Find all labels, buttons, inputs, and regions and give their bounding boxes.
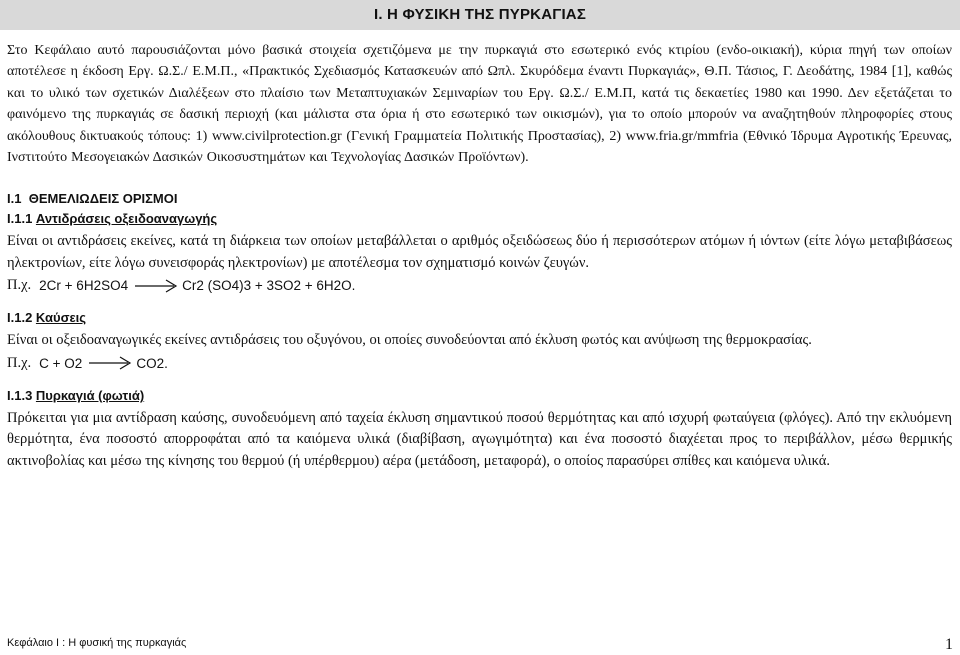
subsection-number: I.1.2 — [7, 310, 33, 326]
example-equation-combustion — [7, 355, 952, 372]
intro-paragraph: Στο Κεφάλαιο αυτό παρουσιάζονται μόνο βασικά στοιχεία σχετιζόμενα με την πυρκαγιά στο εσωτερικό ενός κτιρίου (ενδο-οικιακή), κύρια πηγή των οποίων αποτέλεσε η έκδοση Εργ. Ω.Σ./ Ε.Μ.Π., «Πρακτικός Σχεδιασμός Κατασκευών από Ωπλ. Σκυρόδεμα έναντι Πυρκαγιάς», Θ.Π. Τάσιος, Γ. Δεοδάτης, 1984 [1], καθώς και το υλικό των σχετικών Διαλέξεων στο πλαίσιο των Μεταπτυχιακών Σεμιναρίων του Εργ. Ω.Σ./ Ε.Μ.Π, κατά τις δεκαετίες 1980 και 1990. Δεν εξετάζεται το φαινόμενο της πυρκαγιάς σε δασική περιοχή (και μάλιστα στα όρια ή στο εσωτερικό των οικισμών), για το οποίο μπορούν να αναζητηθούν πληροφορίες στους ακόλουθους δικτυακούς τόπους: 1) www.civilprotection.gr (Γενική Γραμματεία Πολιτικής Προστασίας), 2) www.fria.gr/mmfria (Εθνικό Ίδρυμα Αγροτικής Έρευνας, Ινστιτούτο Μεσογειακών Δασικών Οικοσυστημάτων και Τεχνολογίας Δασικών Προϊόντων). — [7, 43, 952, 166]
page-footer: Κεφάλαιο I : Η φυσική της πυρκαγιάς — [7, 637, 187, 649]
subsection-title: Πυρκαγιά (φωτιά) — [35, 387, 145, 403]
reaction-arrow-icon — [88, 355, 132, 371]
equation-rhs: Cr2 (SO4)3 + 3SO2 + 6H2O. — [182, 278, 356, 294]
subsection-number: I.1.1 — [7, 211, 33, 227]
chapter-title: I. Η ΦΥΣΙΚΗ ΤΗΣ ΠΥΡΚΑΓΙΑΣ — [373, 6, 587, 23]
subsection-heading-fire — [7, 388, 952, 403]
page-number: 1 — [945, 636, 953, 653]
subsection-text-fire: Πρόκειται για μια αντίδραση καύσης, συνοδευόμενη από ταχεία έκλυση σημαντικού ποσού θερμότητας και από ισχυρή φωταύγεια (φλόγες). Από την εκλυόμενη θερμότητα, ένα ποσοστό απορροφάται από τα καιόμενα υλικά (διαβίβαση, αγωγιμότητα) και ένα ποσοστό διαχέεται προς το περιβάλλον, μέσω θερμικής ακτινοβολίας και μέσω της κίνησης του θερμού (ή υπέρθερμου) αέρα (μετάδοση, μεταφορά), ο οποίος παρασύρει σπίθες και καιόμενα υλικά. — [7, 409, 952, 469]
subsection-title: Αντιδράσεις οξειδοαναγωγής — [35, 211, 218, 227]
subsection-heading-combustion — [7, 310, 952, 325]
equation-lhs: C + O2 — [39, 355, 83, 371]
example-equation-redox — [7, 277, 952, 294]
subsection-text-combustion: Είναι οι οξειδοαναγωγικές εκείνες αντιδράσεις του οξυγόνου, οι οποίες συνοδεύονται από έκλυση φωτός και ανύψωση της θερμοκρασίας. — [7, 332, 812, 349]
example-prefix: Π.χ. — [7, 354, 32, 371]
section-heading — [7, 191, 952, 206]
subsection-text-redox: Είναι οι αντιδράσεις εκείνες, κατά τη διάρκεια των οποίων μεταβάλλεται ο αριθμός οξειδώσεως δύο ή περισσότερων ατόμων ή ιόντων (είτε λόγω μεταβιβάσεως ηλεκτρονίων, είτε λόγω συνεισφοράς ηλεκτρονίων) με αποτέλεσμα τον σχηματισμό κοινών ζευγών. — [7, 233, 952, 271]
subsection-number: I.1.3 — [7, 387, 33, 403]
section-number: I.1 — [7, 191, 22, 207]
page-content — [7, 40, 952, 472]
section-title: ΘΕΜΕΛΙΩΔΕΙΣ ΟΡΙΣΜΟΙ — [28, 191, 178, 207]
example-prefix: Π.χ. — [7, 277, 32, 294]
equation-rhs: CO2. — [136, 355, 168, 371]
chapter-header-bar — [0, 0, 960, 30]
reaction-arrow-icon — [134, 278, 178, 294]
equation-lhs: 2Cr + 6H2SO4 — [39, 278, 129, 294]
subsection-heading-redox — [7, 211, 952, 226]
subsection-title: Καύσεις — [35, 310, 87, 326]
